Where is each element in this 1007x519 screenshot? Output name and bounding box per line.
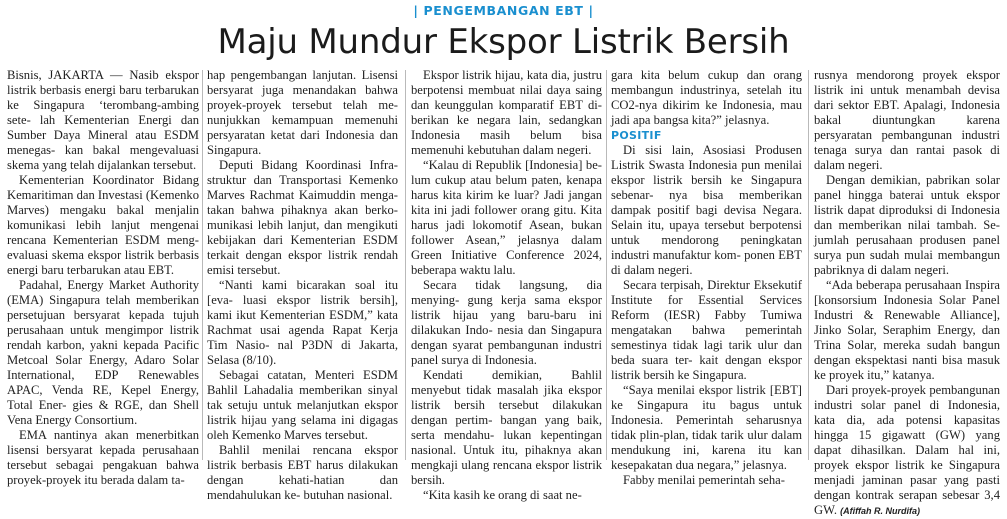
column-divider [606,70,607,460]
paragraph: Kementerian Koordinator Bidang Kemaritiman dan Investasi (Kemenko Marves) mengaku bakal menjalin komunikasi lebih lanjut mengenai rencana Kementerian ESDM meng- evaluasi skema ekspor listrik berbasis energi baru terbarukan atau EBT. [7,173,199,277]
column-divider [405,70,406,460]
paragraph: “Saya menilai ekspor listrik [EBT] ke Singapura itu bagus untuk Indonesia. Pemerintah seharusnya tidak plin-plan, tidak tarik ulur dalam mendukung ini, karena itu kan kesepakatan dua negara,” jelasnya. [611,383,802,472]
paragraph: Bahlil menilai rencana ekspor listrik berbasis EBT harus dilakukan dengan kehati-hatian dan mendahulukan ke- butuhan nasional. [207,443,398,502]
paragraph: “Ada beberapa perusahaan Inspira [konsorsium Indonesia Solar Panel Industri & Renewable Alliance], Jinko Solar, Seraphim Energy, dan Trina Solar, mereka sudah bangun dengan ekspektasi nanti bisa masuk ke proyek itu,” katanya. [814,278,1000,382]
paragraph: Bisnis, JAKARTA — Nasib ekspor listrik berbasis energi baru terbarukan ke Singapura ‘terombang-ambing sete- lah Kementerian Energi dan Sumber Daya Mineral atau ESDM menegas- kan bakal mengevaluasi skema yang telah dijalankan tersebut. [7,68,199,172]
paragraph: Fabby menilai pemerintah seha- [623,473,785,487]
paragraph: Deputi Bidang Koordinasi Infra- struktur dan Transportasi Kemenko Marves Rachmat Kaimuddin menga- takan bahwa pihaknya akan berko- munikasi lebih lanjut, dan mengikuti kebijakan dari Kementerian ESDM terkait dengan ekspor listrik rendah emisi tersebut. [207,158,398,277]
paragraph: Secara tidak langsung, dia menying- gung kerja sama ekspor listrik hijau yang baru-baru ini dilakukan Indo- nesia dan Singapura dengan syarat pembangunan industri panel surya di Indonesia. [411,278,602,367]
section-kicker: | PENGEMBANGAN EBT | [413,3,594,18]
author-byline: (Afiffah R. Nurdifa) [840,506,920,516]
article-column-3 [411,68,602,502]
paragraph: Dengan demikian, pabrikan solar panel hingga baterai untuk ekspor listrik dapat diproduksi di Indonesia dan memberikan nilai tambah. Se- jumlah perusahaan produsen panel surya pun sudah mulai membangun pabriknya di dalam negeri. [814,173,1000,277]
paragraph: “Kalau di Republik [Indonesia] be- lum cukup atau belum paten, kenapa harus kita kirim ke luar? Jadi jangan kita ini jadi follower orang gitu. Kita harus jadi lokomotif Asean, bukan follower Asean,” jelasnya dalam Green Initiative Conference 2024, beberapa waktu lalu. [411,158,602,277]
column-divider [202,70,203,460]
paragraph [814,383,1000,519]
paragraph: Di sisi lain, Asosiasi Produsen Listrik Swasta Indonesia pun menilai ekspor listrik bersih ke Singapura sebenar- nya bisa memberikan dampak positif bagi devisa Negara. Selain itu, upaya tersebut berpotensi untuk mendorong peningkatan industri manufaktur kom- ponen EBT di dalam negeri. [611,143,802,277]
article-headline: Maju Mundur Ekspor Listrik Bersih [217,22,790,62]
paragraph: Kendati demikian, Bahlil menyebut tidak masalah jika ekspor listrik bersih tersebut dilakukan dengan pertim- bangan yang baik, serta mendahu- lukan kepentingan nasional. Untuk itu, pihaknya akan mengkaji ulang rencana ekspor listrik bersih. [411,368,602,487]
paragraph: Padahal, Energy Market Authority (EMA) Singapura telah memberikan persetujuan bersyarat kepada tujuh perusahaan untuk mengimpor listrik rendah karbon, yakni kepada Pacific Metcoal Solar Energy, Adaro Solar International, EDP Renewables APAC, Venda RE, Kepel Energy, Total Ener- gies & RGE, dan Shell Vena Energy Consortium. [7,278,199,427]
article-column-5 [814,68,1000,517]
column-divider [808,70,809,460]
paragraph: Secara terpisah, Direktur Eksekutif Institute for Essential Services Reform (IESR) Fabby Tumiwa mengatakan bahwa pemerintah semestinya tidak lagi tarik ulur dan beda suara ter- kait dengan ekspor listrik bersih ke Singapura. [611,278,802,382]
paragraph: Ekspor listrik hijau, kata dia, justru berpotensi membuat nilai daya saing dan keunggulan komparatif EBT di- berikan ke negara lain, sedangkan Indonesia masih belum bisa memenuhi kebutuhan dalam negeri. [411,68,602,157]
paragraph: Sebagai catatan, Menteri ESDM Bahlil Lahadalia memberikan sinyal tak setuju untuk melanjutkan ekspor listrik hijau yang selama ini digagas oleh Kemenko Marves tersebut. [207,368,398,442]
paragraph-text: Dari proyek-proyek pembangunan industri solar panel di Indonesia, kata dia, ada potensi kapasitas hingga 15 gigawatt (GW) yang dapat dihasilkan. Dalam hal ini, proyek ekspor listrik ke Singapura menjadi jaminan pasar yang pasti dengan kontrak serapan sebesar 3,4 GW. [814,383,1000,517]
paragraph: hap pengembangan lanjutan. Lisensi bersyarat juga menandakan bahwa proyek-proyek tersebut telah me- nunjukkan kemampuan memenuhi persyaratan ketat dari Indonesia dan Singapura. [207,68,398,157]
article-column-1 [7,68,199,487]
paragraph: EMA nantinya akan menerbitkan lisensi bersyarat kepada perusahaan tersebut sebagai pengakuan bahwa proyek-proyek itu berada dalam ta- [7,428,199,487]
paragraph: rusnya mendorong proyek ekspor listrik ini untuk menambah devisa dari sektor EBT. Apalagi, Indonesia bakal diuntungkan karena persyaratan pembangunan industri tenaga surya dan rantai pasok di dalam negeri. [814,68,1000,172]
paragraph: “Nanti kami bicarakan soal itu [eva- luasi ekspor listrik bersih], kami ikut Kementerian ESDM,” kata Rachmat usai agenda Rapat Kerja Tim Nasio- nal P3DN di Jakarta, Selasa (8/10). [207,278,398,367]
article-column-4 [611,68,802,487]
paragraph: gara kita belum cukup dan orang membangun industrinya, setelah itu CO2-nya dikirim ke Indonesia, mau jadi apa bangsa kita?” jelasnya. [611,68,802,127]
paragraph: “Kita kasih ke orang di saat ne- [423,488,582,502]
article-column-2 [207,68,398,502]
section-subhead: POSITIF [611,129,662,142]
